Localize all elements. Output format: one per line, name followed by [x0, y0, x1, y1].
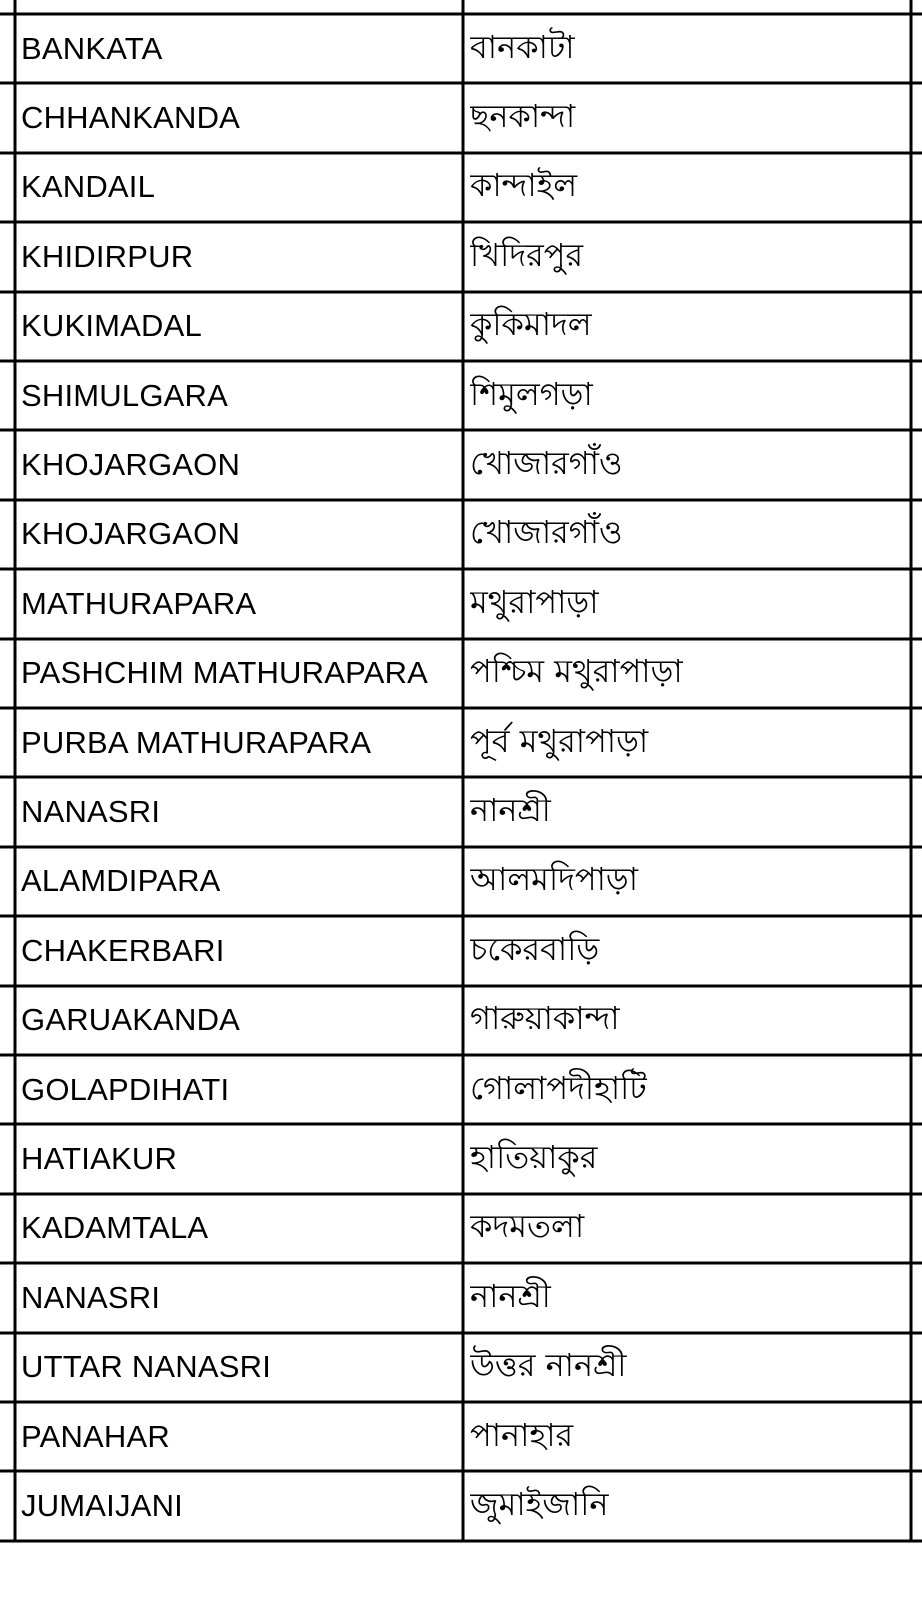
bengali-name-cell: পূর্ব মথুরাপাড়া [470, 721, 649, 760]
english-name-cell: KADAMTALA [21, 1210, 209, 1246]
bengali-name-cell: নানশ্রী [470, 790, 551, 829]
bengali-name-cell: খোজারগাঁও [470, 513, 623, 552]
english-name-cell: KHIDIRPUR [21, 238, 194, 274]
bengali-name-cell: গোলাপদীহাটি [470, 1068, 647, 1107]
village-name-table [0, 14, 922, 1541]
english-name-cell: JUMAIJANI [21, 1487, 183, 1523]
table-row [0, 292, 922, 361]
bengali-name-cell: খোজারগাঁও [470, 444, 623, 483]
english-name-cell: KHOJARGAON [21, 516, 241, 552]
table-row [0, 1194, 922, 1263]
english-name-cell: ALAMDIPARA [21, 863, 221, 899]
table-row [0, 569, 922, 638]
table-row [0, 153, 922, 222]
table-row [0, 1124, 922, 1193]
english-name-cell: PANAHAR [21, 1418, 170, 1454]
table-row [0, 1471, 922, 1540]
table-row [0, 1055, 922, 1124]
bengali-name-cell: খিদিরপুর [470, 235, 584, 274]
table-row [0, 847, 922, 916]
english-name-cell: HATIAKUR [21, 1140, 178, 1176]
table-row [0, 83, 922, 152]
table-row [0, 14, 922, 83]
english-name-cell: PURBA MATHURAPARA [21, 724, 372, 760]
english-name-cell: PASHCHIM MATHURAPARA [21, 655, 429, 691]
english-name-cell: KANDAIL [21, 169, 156, 205]
bengali-name-cell: কদমতলা [470, 1207, 585, 1246]
english-name-cell: UTTAR NANASRI [21, 1349, 272, 1385]
english-name-cell: MATHURAPARA [21, 585, 257, 621]
bengali-name-cell: হাতিয়াকুর [470, 1137, 598, 1176]
table-row [0, 361, 922, 430]
bengali-name-cell: পানাহার [470, 1415, 574, 1454]
bengali-name-cell: মথুরাপাড়া [470, 582, 599, 621]
bengali-name-cell: আলমদিপাড়া [470, 860, 639, 899]
bengali-name-cell: জুমাইজানি [470, 1484, 609, 1523]
english-name-cell: CHHANKANDA [21, 100, 241, 136]
english-name-cell: CHAKERBARI [21, 932, 225, 968]
table-row [0, 500, 922, 569]
table-row [0, 708, 922, 777]
bengali-name-cell: নানশ্রী [470, 1276, 551, 1315]
bengali-name-cell: কুকিমাদল [470, 305, 592, 344]
english-name-cell: GOLAPDIHATI [21, 1071, 230, 1107]
bengali-name-cell: গারুয়াকান্দা [470, 999, 620, 1038]
bengali-name-cell: উত্তর নানশ্রী [470, 1346, 627, 1385]
english-name-cell: BANKATA [21, 30, 163, 66]
bengali-name-cell: বানকাটা [470, 27, 575, 66]
english-name-cell: GARUAKANDA [21, 1002, 241, 1038]
bengali-name-cell: ছনকান্দা [470, 97, 576, 136]
table-row [0, 985, 922, 1054]
bengali-name-cell: কান্দাইল [470, 166, 578, 205]
table-row [0, 1263, 922, 1332]
english-name-cell: NANASRI [21, 793, 161, 829]
bengali-name-cell: পশ্চিম মথুরাপাড়া [470, 652, 683, 691]
english-name-cell: SHIMULGARA [21, 377, 228, 413]
table-row [0, 1332, 922, 1401]
table-row [0, 430, 922, 499]
bengali-name-cell: চকেরবাড়ি [470, 929, 600, 968]
table-row [0, 916, 922, 985]
table-row [0, 1402, 922, 1471]
english-name-cell: KUKIMADAL [21, 308, 202, 344]
table-row [0, 222, 922, 291]
bengali-name-cell: শিমুলগড়া [470, 374, 593, 413]
english-name-cell: NANASRI [21, 1279, 161, 1315]
table-row [0, 777, 922, 846]
table-row [0, 639, 922, 708]
english-name-cell: KHOJARGAON [21, 447, 241, 483]
